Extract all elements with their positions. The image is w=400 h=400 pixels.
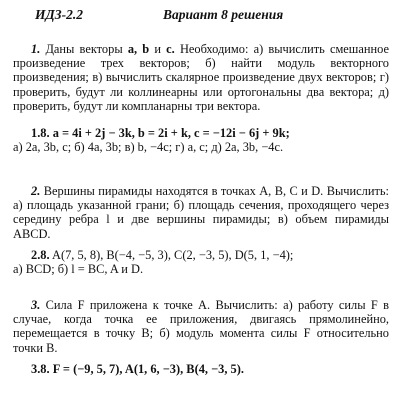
task-1-variant bbox=[13, 126, 389, 154]
task-3-variant-label: 3.8. bbox=[31, 362, 50, 376]
task-2-statement bbox=[13, 184, 389, 241]
task-1-intro: Даны векторы bbox=[45, 42, 123, 56]
task-1-text: Необходимо: а) вычислить смешанное произведение трех векторов; б) найти модуль векторного произведения; в) вычислить скалярное произведение двух векторов; г) проверить, будут ли коллинеарны или ортогональны два вектора; д) проверить, будут ли компланарны три вектора. bbox=[13, 42, 389, 113]
task-1-variant-items: а) 2a, 3b, c; б) 4a, 3b; в) b, −4c; г) a, c; д) 2a, 3b, −4c. bbox=[13, 140, 284, 155]
task-2-text: Вершины пирамиды находятся в точках A, B, C и D. Вычислить: а) площадь указанной грани; б) площадь сечения, проходящего через середину ребра l и две вершины пирамиды; в) объем пирамиды ABCD. bbox=[13, 184, 389, 241]
variant-title: Вариант 8 решения bbox=[163, 7, 284, 22]
task-1-variant-label: 1.8. bbox=[31, 126, 50, 140]
task-1-statement bbox=[13, 42, 389, 113]
task-2-variant bbox=[13, 248, 389, 276]
task-2-variant-items: а) BCD; б) l = BC, A и D. bbox=[13, 262, 144, 277]
task-3-text: Сила F приложена к точке A. Вычислить: а) работу силы F в случае, когда точка ее приложения, двигаясь прямолинейно, перемещается в точку B; б) модуль момента силы F относительно точки B. bbox=[13, 298, 389, 355]
assignment-code: ИДЗ-2.2 bbox=[35, 7, 83, 22]
task-2-number: 2. bbox=[31, 184, 41, 198]
task-1-conj: и bbox=[154, 42, 161, 56]
task-3-number: 3. bbox=[31, 298, 41, 312]
task-1-vector-c: c. bbox=[166, 42, 175, 56]
task-2-variant-points: A(7, 5, 8), B(−4, −5, 3), C(2, −3, 5), D(5, 1, −4); bbox=[52, 248, 294, 262]
task-2-variant-label: 2.8. bbox=[31, 248, 50, 262]
page-header bbox=[0, 7, 400, 23]
task-1-vectors: a, b bbox=[127, 42, 150, 56]
task-3-variant-data: F = (−9, 5, 7), A(1, 6, −3), B(4, −3, 5). bbox=[52, 362, 244, 376]
task-1-variant-vectors: a = 4i + 2j − 3k, b = 2i + k, c = −12i − 6j + 9k; bbox=[52, 126, 290, 140]
task-3-statement bbox=[13, 298, 389, 355]
task-1-number: 1. bbox=[31, 42, 41, 56]
task-3-variant bbox=[13, 362, 389, 376]
